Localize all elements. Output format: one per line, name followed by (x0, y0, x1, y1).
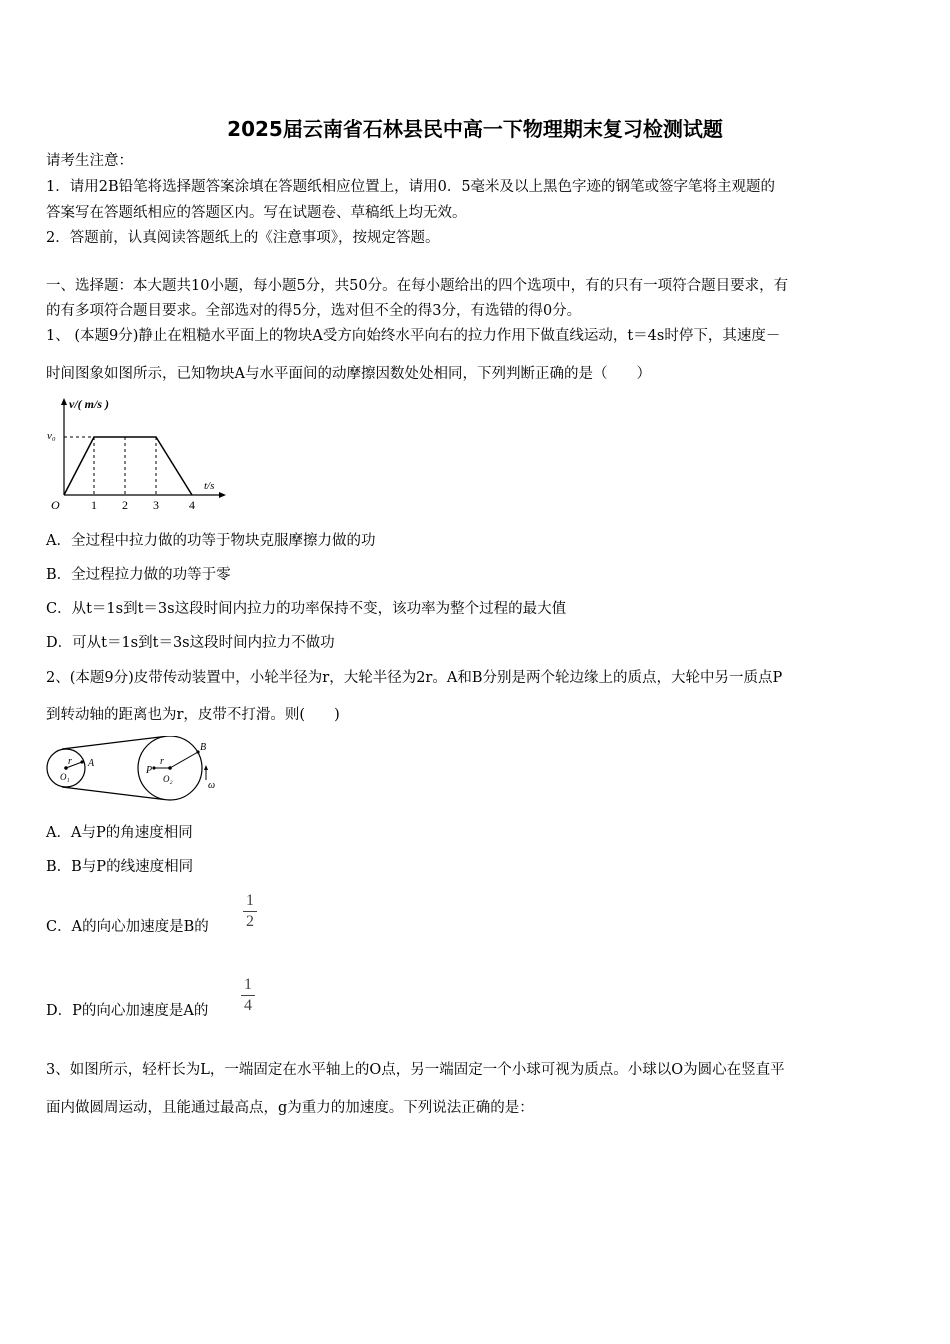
large-wheel-center-label: O₂ (163, 774, 173, 784)
large-wheel-radius-label: r (160, 756, 164, 767)
point-a-label: A (88, 758, 95, 769)
graph-tick: 4 (189, 498, 195, 512)
fraction-numerator: 1 (246, 892, 254, 909)
fraction-numerator: 1 (244, 976, 252, 993)
section-instructions: 的有多项符合题目要求。全部选对的得5分，选对但不全的得3分，有选错的得0分。 (46, 303, 582, 319)
notice-item: 1．请用2B铅笔将选择题答案涂填在答题纸相应位置上，请用0．5毫米及以上黑色字迹的钢笔或签字笔将主观题的 (46, 179, 776, 195)
question-1-option: A．全过程中拉力做的功等于物块克服摩擦力做的功 (46, 533, 376, 549)
angular-velocity-label: ω (208, 780, 216, 791)
graph-v0-label: v₀ (47, 430, 56, 442)
question-1-option: B．全过程拉力做的功等于零 (46, 567, 231, 583)
graph-tick: 2 (122, 498, 128, 512)
point-p-label: P (146, 765, 153, 776)
question-3-stem: 面内做圆周运动，且能通过最高点，g为重力的加速度。下列说法正确的是： (46, 1100, 534, 1116)
notice-item: 2．答题前，认真阅读答题纸上的《注意事项》，按规定答题。 (46, 230, 440, 246)
question-1-stem: 1、 (本题9分)静止在粗糙水平面上的物块A受方向始终水平向右的拉力作用下做直线运动，t＝4s时停下，其速度－ (46, 328, 781, 344)
question-2-option: B．B与P的线速度相同 (46, 859, 194, 875)
point-b-label: B (200, 742, 207, 753)
question-1-stem: 时间图象如图所示，已知物块A与水平面间的动摩擦因数处处相同，下列判断正确的是（ ） (46, 366, 651, 382)
question-1-option: C．从t＝1s到t＝3s这段时间内拉力的功率保持不变，该功率为整个过程的最大值 (46, 601, 567, 617)
notice-heading: 请考生注意： (46, 153, 133, 169)
question-2-option: D．P的向心加速度是A的 (46, 1003, 209, 1019)
graph-origin: O (51, 498, 60, 512)
question-1-option: D．可从t＝1s到t＝3s这段时间内拉力不做功 (46, 635, 335, 651)
question-2-stem: 到转动轴的距离也为r，皮带不打滑。则( ) (46, 707, 340, 723)
small-wheel-radius-label: r (68, 756, 72, 767)
graph-tick: 1 (91, 498, 97, 512)
fraction-denominator: 2 (246, 913, 254, 930)
belt-drive-diagram (44, 736, 224, 802)
question-2-option: C．A的向心加速度是B的 (46, 919, 209, 935)
graph-ylabel: v/( m/s ) (69, 397, 109, 411)
graph-tick: 3 (153, 498, 159, 512)
page-title: 2025届云南省石林县民中高一下物理期末复习检测试题 (227, 117, 723, 141)
fraction-denominator: 4 (244, 997, 252, 1014)
fraction-one-half (243, 892, 257, 931)
velocity-time-graph (44, 395, 234, 515)
question-2-stem: 2、(本题9分)皮带传动装置中，小轮半径为r，大轮半径为2r。A和B分别是两个轮边缘上的质点，大轮中另一质点P (46, 670, 783, 686)
small-wheel-center-label: O₁ (60, 772, 70, 782)
notice-item: 答案写在答题纸相应的答题区内。写在试题卷、草稿纸上均无效。 (46, 205, 467, 221)
fraction-one-quarter (241, 976, 255, 1015)
graph-xlabel: t/s (204, 480, 215, 492)
section-instructions: 一、选择题：本大题共10小题，每小题5分，共50分。在每小题给出的四个选项中，有的只有一项符合题目要求，有 (46, 278, 789, 294)
question-2-option: A．A与P的角速度相同 (46, 825, 193, 841)
question-3-stem: 3、如图所示，轻杆长为L，一端固定在水平轴上的O点，另一端固定一个小球可视为质点。小球以O为圆心在竖直平 (46, 1062, 785, 1078)
